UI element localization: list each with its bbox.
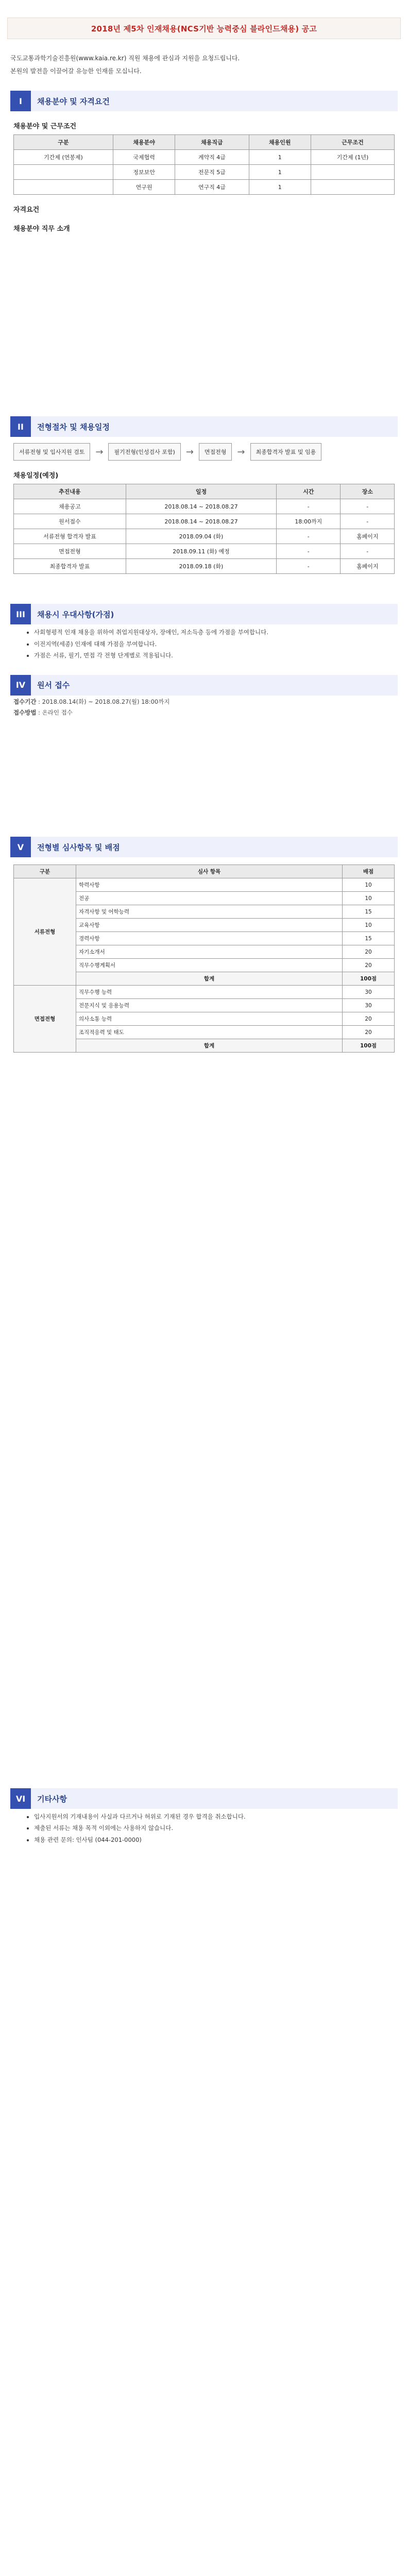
process-flow (13, 443, 395, 461)
table-row (14, 165, 395, 180)
score-table (13, 865, 395, 1053)
schedule-cell: 2018.09.11 (화) 예정 (126, 544, 276, 559)
spacer (0, 237, 408, 402)
apply-period-value: 2018.08.14(화) ~ 2018.08.27(월) 18:00까지 (42, 698, 170, 705)
list-item: • 가점은 서류, 필기, 면접 각 전형 단계별로 적용됩니다. (34, 651, 395, 660)
recruit-cell: 기간제 (연봉제) (14, 150, 113, 165)
flow-step-3: 면접전형 (199, 443, 232, 461)
section-6-header (10, 1788, 398, 1809)
apply-method-label: 접수방법 (13, 708, 37, 716)
section-3-header (10, 604, 398, 624)
spacer (0, 574, 408, 589)
score-total-value: 100점 (343, 1039, 395, 1053)
score-total-label: 합계 (76, 972, 343, 986)
schedule-cell: 2018.09.04 (화) (126, 529, 276, 544)
recruit-table (13, 134, 395, 195)
apply-method-row: 접수방법 : 온라인 접수 (13, 708, 73, 716)
table-row (14, 180, 395, 195)
recruit-cell: 1 (249, 150, 311, 165)
table-row (14, 150, 395, 165)
flow-step-2: 필기전형(인성검사 포함) (108, 443, 180, 461)
score-value: 20 (343, 945, 395, 959)
recruit-cell: 국제협력 (113, 150, 175, 165)
schedule-table-wrap (13, 484, 395, 574)
score-item: 교육사항 (76, 919, 343, 932)
recruit-cell (311, 165, 395, 180)
score-value: 20 (343, 959, 395, 972)
schedule-cell: - (277, 559, 341, 574)
table-row (14, 559, 395, 574)
score-value: 10 (343, 878, 395, 892)
score-item: 경력사항 (76, 932, 343, 945)
page-title: 2018년 제5차 인재채용(NCS기반 능력중심 블라인드채용) 공고 (91, 24, 317, 33)
score-item: 학력사항 (76, 878, 343, 892)
section-4-title: 원서 접수 (37, 681, 70, 690)
score-total-value: 100점 (343, 972, 395, 986)
schedule-cell: 서류전형 합격자 발표 (14, 529, 126, 544)
schedule-th-1: 추진내용 (14, 484, 126, 499)
recruit-cell (311, 180, 395, 195)
score-group-docs: 서류전형 (14, 878, 76, 986)
section-2 (10, 416, 398, 574)
recruit-cell: 정보보안 (113, 165, 175, 180)
apply-method-value: 온라인 접수 (42, 708, 73, 716)
arrow-right-icon: → (185, 446, 194, 457)
section-3-number: III (10, 604, 31, 624)
score-item: 조직적응력 및 태도 (76, 1026, 343, 1039)
table-row (14, 878, 395, 892)
page (0, 18, 408, 2576)
recruit-cell: 연구직 4급 (175, 180, 249, 195)
section-1-sub-title-2: 자격요건 (13, 206, 40, 214)
recruit-cell: 기간제 (1년) (311, 150, 395, 165)
table-row (14, 514, 395, 529)
intro-line-1: 국도교통과학기술진흥원(www.kaia.re.kr) 직원 채용에 관심과 지원을 요청드립니다. (10, 55, 240, 62)
recruit-table-wrap (13, 134, 395, 195)
schedule-cell: - (341, 544, 395, 559)
recruit-cell: 계약직 4급 (175, 150, 249, 165)
arrow-right-icon: → (237, 446, 245, 457)
schedule-th-4: 장소 (341, 484, 395, 499)
table-row (14, 529, 395, 544)
recruit-cell (14, 180, 113, 195)
score-item: 직무수행 능력 (76, 986, 343, 999)
apply-period-label: 접수기간 (13, 698, 37, 705)
score-group-interview: 면접전형 (14, 986, 76, 1053)
schedule-cell: - (341, 499, 395, 514)
schedule-cell: 2018.09.18 (화) (126, 559, 276, 574)
recruit-cell: 1 (249, 180, 311, 195)
score-table-wrap (13, 865, 395, 1053)
score-value: 10 (343, 892, 395, 905)
score-item: 직무수행계획서 (76, 959, 343, 972)
intro-text (10, 54, 398, 76)
score-th-1: 구분 (14, 865, 76, 878)
recruit-cell: 연구원 (113, 180, 175, 195)
list-item: • 제출된 서류는 채용 목적 이외에는 사용하지 않습니다. (34, 1823, 395, 1833)
schedule-table (13, 484, 395, 574)
schedule-cell: 원서접수 (14, 514, 126, 529)
section-5-title: 전형별 심사항목 및 배점 (37, 842, 120, 852)
score-item: 의사소통 능력 (76, 1012, 343, 1026)
table-row (14, 499, 395, 514)
score-item: 자기소개서 (76, 945, 343, 959)
schedule-th-2: 일정 (126, 484, 276, 499)
section-2-title: 전형절차 및 채용일정 (37, 422, 110, 432)
section-4-number: IV (10, 675, 31, 696)
schedule-cell: 면접전형 (14, 544, 126, 559)
recruit-th-5: 근무조건 (311, 135, 395, 150)
recruit-cell (14, 165, 113, 180)
score-value: 20 (343, 1026, 395, 1039)
section-6-bullets (13, 1812, 395, 1844)
list-item: • 채용 관련 문의: 인사팀 (044-201-0000) (34, 1835, 395, 1844)
section-1-header (10, 91, 398, 111)
section-5-number: V (10, 837, 31, 857)
announcement-title-bar (7, 18, 401, 39)
section-6-title: 기타사항 (37, 1794, 67, 1804)
list-item: • 사회형평적 인재 채용을 위하여 취업지원대상자, 장애인, 저소득층 등에 가점을 부여합니다. (34, 628, 395, 637)
schedule-cell: - (277, 544, 341, 559)
recruit-th-1: 구분 (14, 135, 113, 150)
apply-period-row: 접수기간 : 2018.08.14(화) ~ 2018.08.27(월) 18:00까지 (13, 698, 170, 705)
intro-line-2: 본원의 발전을 이끌어갈 유능한 인재를 모십니다. (10, 67, 142, 75)
recruit-th-3: 채용직급 (175, 135, 249, 150)
section-4-header (10, 675, 398, 696)
recruit-th-2: 채용분야 (113, 135, 175, 150)
schedule-cell: 최종합격자 발표 (14, 559, 126, 574)
table-row (14, 544, 395, 559)
score-th-2: 심사 항목 (76, 865, 343, 878)
score-value: 20 (343, 1012, 395, 1026)
recruit-th-4: 채용인원 (249, 135, 311, 150)
recruit-cell: 전문직 5급 (175, 165, 249, 180)
section-6-number: VI (10, 1788, 31, 1809)
schedule-cell: 2018.08.14 ~ 2018.08.27 (126, 514, 276, 529)
section-1-sub-title-3: 채용분야 직무 소개 (13, 225, 70, 233)
spacer (0, 1053, 408, 1774)
section-5-header (10, 837, 398, 857)
score-th-3: 배점 (343, 865, 395, 878)
schedule-cell: - (277, 499, 341, 514)
section-3-title: 채용시 우대사항(가점) (37, 609, 114, 619)
list-item: • 입사지원서의 기재내용이 사실과 다르거나 허위로 기재된 경우 합격을 취소합니다. (34, 1812, 395, 1821)
section-1-title: 채용분야 및 자격요건 (37, 96, 110, 106)
schedule-cell: 2018.08.14 ~ 2018.08.27 (126, 499, 276, 514)
section-1-sub-title-1: 채용분야 및 근무조건 (13, 123, 77, 131)
schedule-cell: - (341, 514, 395, 529)
section-2-sub-title-1: 채용일정(예정) (13, 472, 59, 480)
section-1 (10, 91, 398, 233)
list-item: • 이전지역(세종) 인재에 대해 가점을 부여합니다. (34, 639, 395, 649)
score-value: 30 (343, 986, 395, 999)
schedule-th-3: 시간 (277, 484, 341, 499)
section-6 (10, 1788, 398, 1844)
score-value: 15 (343, 932, 395, 945)
score-value: 15 (343, 905, 395, 919)
section-4 (10, 675, 398, 718)
section-2-number: II (10, 416, 31, 437)
section-5 (10, 837, 398, 1053)
section-2-header (10, 416, 398, 437)
section-3 (10, 604, 398, 660)
spacer (0, 719, 408, 822)
score-value: 30 (343, 999, 395, 1012)
section-1-number: I (10, 91, 31, 111)
section-3-bullets (13, 628, 395, 660)
schedule-cell: 홈페이지 (341, 529, 395, 544)
score-item: 전문지식 및 응용능력 (76, 999, 343, 1012)
score-total-label: 합계 (76, 1039, 343, 1053)
schedule-cell: - (277, 529, 341, 544)
arrow-right-icon: → (95, 446, 104, 457)
schedule-cell: 홈페이지 (341, 559, 395, 574)
table-row (14, 986, 395, 999)
schedule-cell: 18:00까지 (277, 514, 341, 529)
schedule-cell: 채용공고 (14, 499, 126, 514)
recruit-cell: 1 (249, 165, 311, 180)
flow-step-1: 서류전형 및 입사지원 검토 (13, 443, 90, 461)
score-item: 전공 (76, 892, 343, 905)
score-item: 자격사항 및 어학능력 (76, 905, 343, 919)
score-value: 10 (343, 919, 395, 932)
flow-step-4: 최종합격자 발표 및 임용 (250, 443, 322, 461)
